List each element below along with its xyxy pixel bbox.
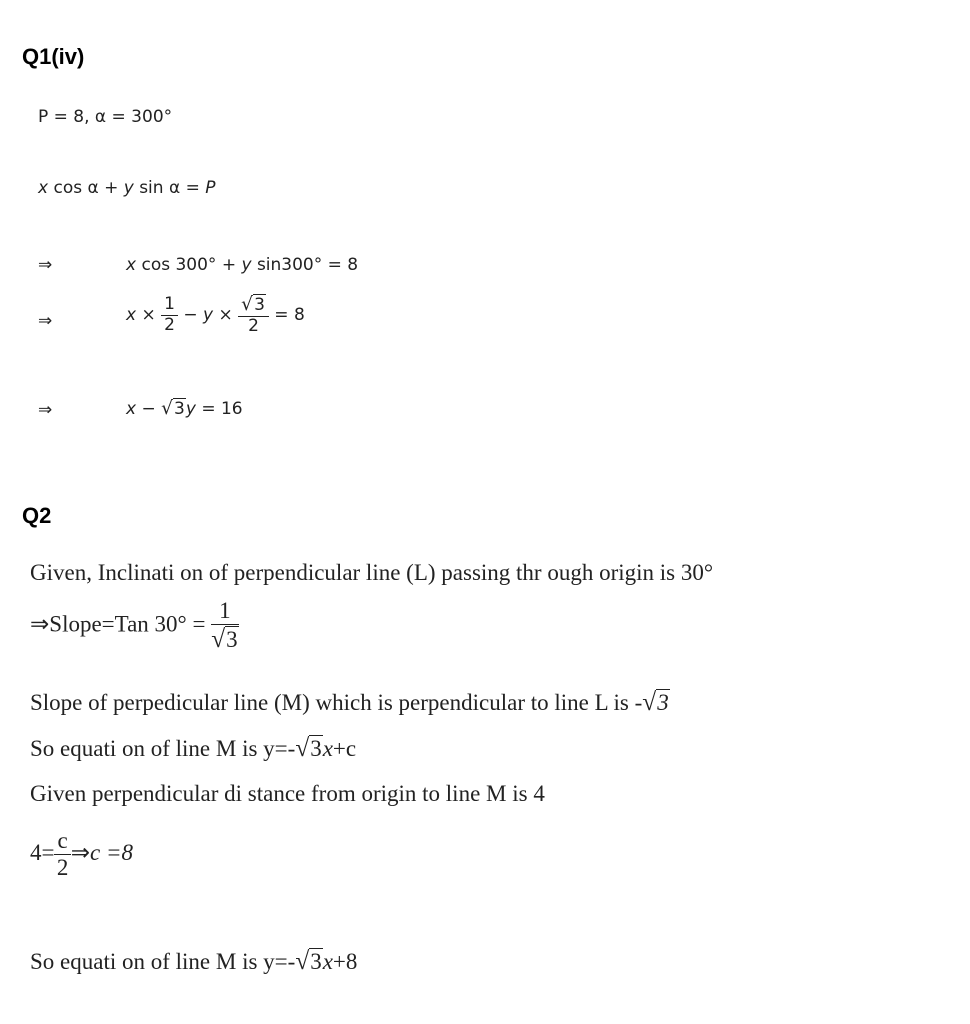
q1-step1-equation (126, 255, 358, 275)
var-x: x (126, 305, 137, 326)
minus-sign: − (177, 305, 204, 326)
equals-eight: = 8 (268, 305, 305, 326)
q1-given-values: P = 8, α = 300° (38, 107, 173, 127)
step1-end: sin300° = 8 (251, 255, 359, 275)
q2-line-inclination: Given, Inclinati on of perpendicular line (L) passing thr ough origin is 30° (30, 560, 714, 585)
implies-symbol: ⇒ (30, 611, 50, 637)
fraction-numerator: 1 (161, 295, 178, 316)
q1-step2-equation (126, 294, 305, 336)
fraction-numerator (238, 294, 269, 317)
sqrt-symbol: √3 (211, 625, 238, 654)
plus-eight: +8 (332, 949, 358, 974)
q2-line-distance: Given perpendicular di stance from origin to line M is 4 (30, 781, 545, 806)
q2-line-slope (30, 598, 239, 655)
var-x: x (322, 736, 333, 761)
q2-line-final-equation (30, 947, 357, 976)
var-x: x (38, 178, 49, 198)
var-x: x (126, 255, 137, 275)
fraction-denominator: 2 (56, 855, 69, 881)
q2-line-equation-m (30, 734, 356, 763)
lhs: 4= (30, 840, 55, 866)
implies-symbol-3: ⇒ (38, 400, 53, 420)
sqrt-symbol: √3 (295, 734, 322, 762)
rhs: c =8 (89, 840, 133, 866)
q2-heading: Q2 (22, 503, 52, 528)
times-sign: × (213, 305, 239, 326)
sin-term: sin α = (133, 178, 206, 198)
var-y: y (123, 178, 134, 198)
sqrt-symbol: √3 (161, 398, 185, 419)
plus-c: +c (332, 736, 357, 761)
fraction-one-over-root3 (211, 598, 238, 655)
fraction-root3-over-2 (238, 294, 269, 336)
fraction-c-over-2 (54, 828, 70, 882)
step1-mid: cos 300° + (136, 255, 242, 275)
q2-line-perpendicular-slope (30, 688, 670, 717)
var-x: x (126, 399, 137, 419)
times-sign: × (136, 305, 162, 326)
q1-normal-form-equation (38, 178, 215, 198)
minus-sign: − (136, 399, 162, 419)
implies-symbol-2: ⇒ (38, 311, 53, 331)
sqrt-symbol: √3 (295, 947, 322, 975)
implies-symbol: ⇒ (70, 840, 90, 866)
slope-text: Slope=Tan 30° = (49, 611, 212, 637)
var-y: y (241, 255, 252, 275)
sqrt-symbol: √3 (642, 688, 669, 716)
q2-line-solve-c (30, 828, 133, 882)
q1-step3-equation (126, 398, 243, 419)
cos-term: cos α + (48, 178, 124, 198)
fraction-one-half (161, 295, 178, 335)
final-equation-text: So equati on of line M is y=- (30, 949, 296, 974)
q1-heading: Q1(iv) (22, 44, 85, 69)
fraction-numerator: c (54, 828, 70, 855)
equals-sixteen: = 16 (195, 399, 243, 419)
var-p: P (205, 178, 216, 198)
var-y: y (203, 305, 214, 326)
fraction-denominator: 2 (164, 314, 175, 335)
fraction-denominator (211, 625, 238, 654)
implies-symbol-1: ⇒ (38, 255, 53, 275)
fraction-denominator: 2 (248, 315, 259, 336)
var-x: x (322, 949, 333, 974)
var-y: y (185, 399, 196, 419)
fraction-numerator: 1 (211, 598, 238, 625)
sqrt-symbol: √3 (241, 294, 265, 315)
equation-text: So equati on of line M is y=- (30, 736, 296, 761)
perp-slope-text: Slope of perpedicular line (M) which is perpendicular to line L is - (30, 690, 643, 715)
